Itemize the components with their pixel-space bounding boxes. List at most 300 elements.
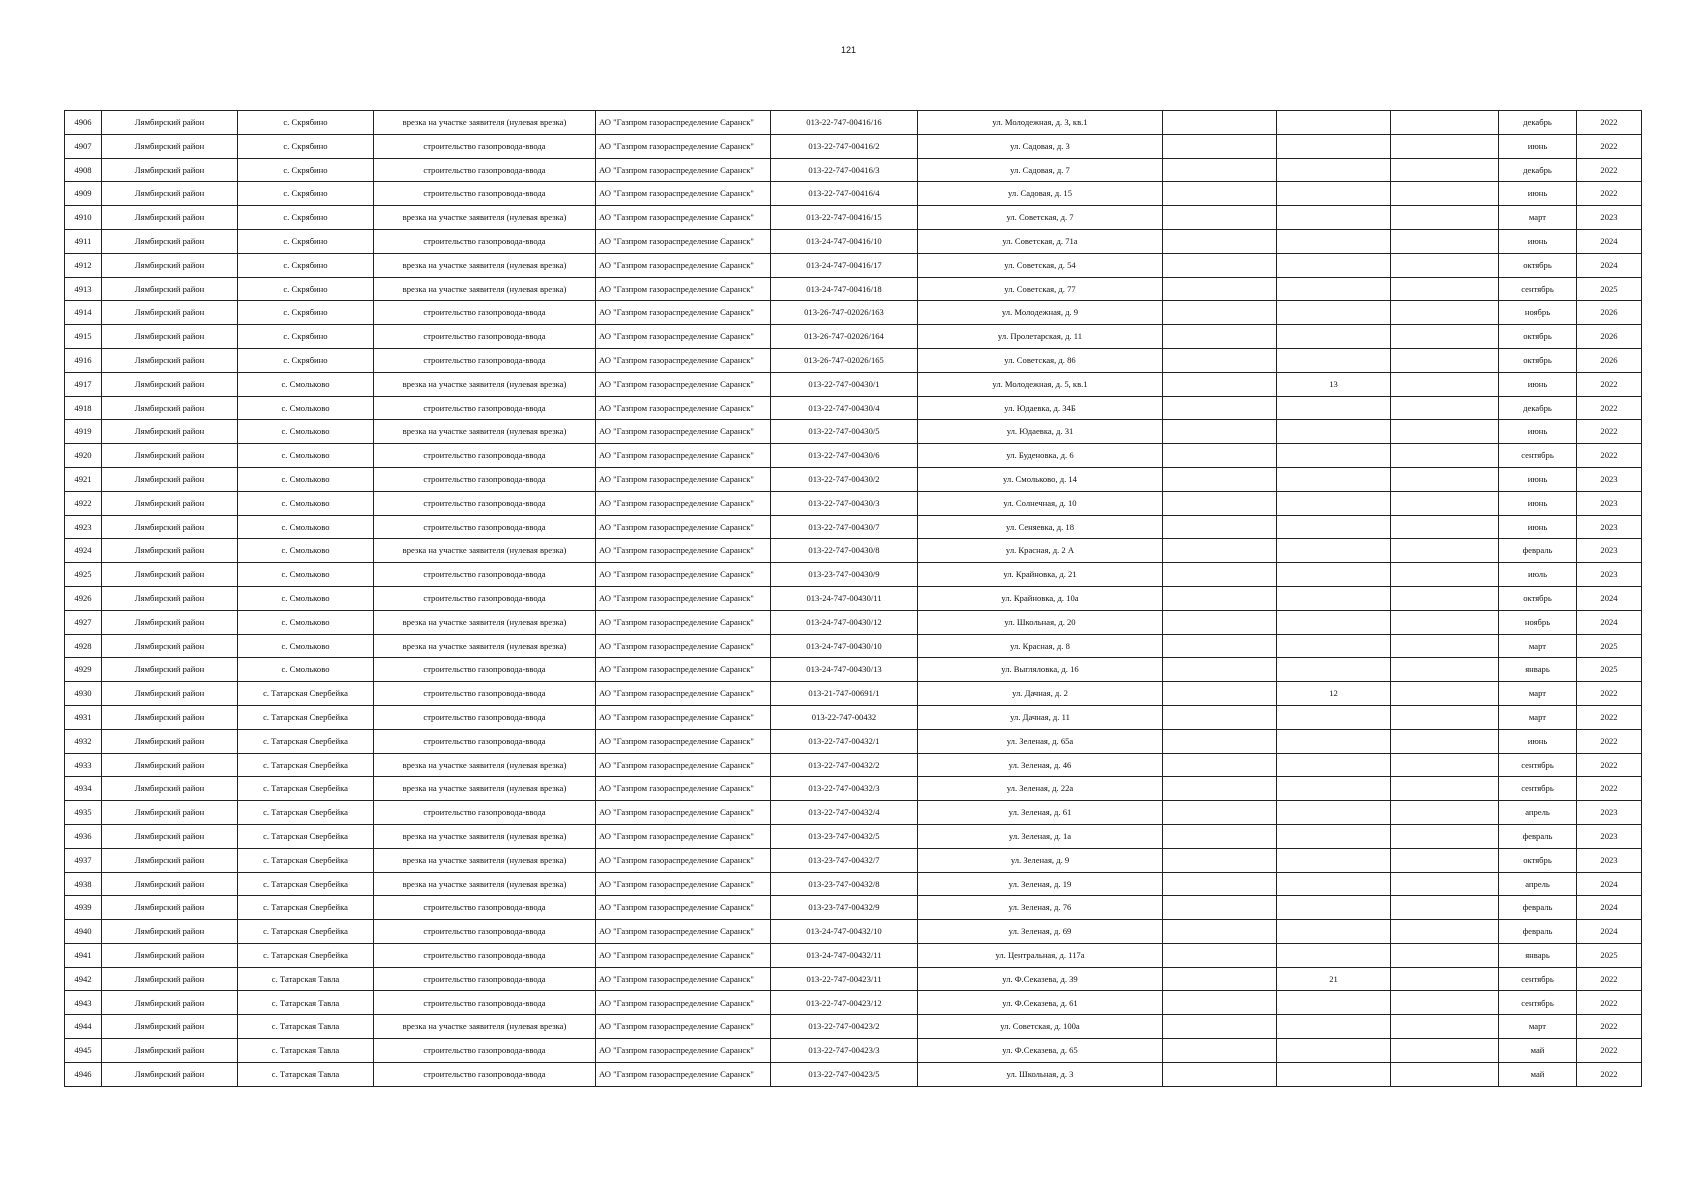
count-cell	[1277, 1015, 1391, 1039]
table-row	[65, 277, 1642, 301]
empty-col-1-cell	[1163, 444, 1277, 468]
row-number-cell: 4935	[65, 801, 102, 825]
contract-number-cell: 013-22-747-00430/8	[771, 539, 918, 563]
district-cell: Лямбирский район	[102, 967, 238, 991]
organization-cell: АО "Газпром газораспределение Саранск"	[596, 1015, 771, 1039]
year-cell: 2022	[1577, 753, 1642, 777]
address-cell: ул. Школьная, д. 3	[918, 1062, 1163, 1086]
empty-col-1-cell	[1163, 467, 1277, 491]
year-cell: 2023	[1577, 848, 1642, 872]
settlement-cell: с. Татарская Тавла	[238, 1062, 374, 1086]
empty-col-1-cell	[1163, 705, 1277, 729]
empty-col-1-cell	[1163, 420, 1277, 444]
row-number-cell: 4940	[65, 920, 102, 944]
organization-cell: АО "Газпром газораспределение Саранск"	[596, 372, 771, 396]
count-cell	[1277, 705, 1391, 729]
row-number-cell: 4906	[65, 111, 102, 135]
row-number-cell: 4915	[65, 325, 102, 349]
empty-col-1-cell	[1163, 896, 1277, 920]
district-cell: Лямбирский район	[102, 539, 238, 563]
work-type-cell: врезка на участке заявителя (нулевая врезка)	[374, 539, 596, 563]
month-cell: июнь	[1499, 134, 1577, 158]
organization-cell: АО "Газпром газораспределение Саранск"	[596, 1039, 771, 1063]
row-number-cell: 4939	[65, 896, 102, 920]
empty-col-1-cell	[1163, 158, 1277, 182]
organization-cell: АО "Газпром газораспределение Саранск"	[596, 610, 771, 634]
contract-number-cell: 013-22-747-00432/3	[771, 777, 918, 801]
page-number: 121	[840, 45, 857, 55]
work-type-cell: врезка на участке заявителя (нулевая врезка)	[374, 634, 596, 658]
organization-cell: АО "Газпром газораспределение Саранск"	[596, 467, 771, 491]
district-cell: Лямбирский район	[102, 1062, 238, 1086]
year-cell: 2025	[1577, 277, 1642, 301]
year-cell: 2023	[1577, 515, 1642, 539]
empty-col-1-cell	[1163, 372, 1277, 396]
table-row	[65, 325, 1642, 349]
table-row	[65, 1015, 1642, 1039]
organization-cell: АО "Газпром газораспределение Саранск"	[596, 682, 771, 706]
month-cell: апрель	[1499, 872, 1577, 896]
year-cell: 2025	[1577, 658, 1642, 682]
empty-col-2-cell	[1391, 206, 1499, 230]
contract-number-cell: 013-23-747-00432/8	[771, 872, 918, 896]
contract-number-cell: 013-24-747-00430/13	[771, 658, 918, 682]
empty-col-2-cell	[1391, 920, 1499, 944]
organization-cell: АО "Газпром газораспределение Саранск"	[596, 253, 771, 277]
empty-col-1-cell	[1163, 229, 1277, 253]
work-type-cell: строительство газопровода-ввода	[374, 229, 596, 253]
year-cell: 2023	[1577, 801, 1642, 825]
address-cell: ул. Дачная, д. 11	[918, 705, 1163, 729]
empty-col-1-cell	[1163, 991, 1277, 1015]
contract-number-cell: 013-22-747-00423/3	[771, 1039, 918, 1063]
empty-col-1-cell	[1163, 682, 1277, 706]
settlement-cell: с. Скрябино	[238, 206, 374, 230]
contract-number-cell: 013-22-747-00430/6	[771, 444, 918, 468]
district-cell: Лямбирский район	[102, 563, 238, 587]
organization-cell: АО "Газпром газораспределение Саранск"	[596, 872, 771, 896]
settlement-cell: с. Смольково	[238, 658, 374, 682]
organization-cell: АО "Газпром газораспределение Саранск"	[596, 896, 771, 920]
empty-col-1-cell	[1163, 967, 1277, 991]
empty-col-2-cell	[1391, 896, 1499, 920]
address-cell: ул. Сеняевка, д. 18	[918, 515, 1163, 539]
settlement-cell: с. Смольково	[238, 610, 374, 634]
table-row	[65, 610, 1642, 634]
empty-col-2-cell	[1391, 682, 1499, 706]
contract-number-cell: 013-22-747-00430/2	[771, 467, 918, 491]
count-cell	[1277, 777, 1391, 801]
settlement-cell: с. Татарская Свербейка	[238, 943, 374, 967]
count-cell	[1277, 991, 1391, 1015]
table-row	[65, 991, 1642, 1015]
address-cell: ул. Дачная, д. 2	[918, 682, 1163, 706]
contract-number-cell: 013-26-747-02026/164	[771, 325, 918, 349]
row-number-cell: 4913	[65, 277, 102, 301]
organization-cell: АО "Газпром газораспределение Саранск"	[596, 1062, 771, 1086]
contract-number-cell: 013-22-747-00430/4	[771, 396, 918, 420]
district-cell: Лямбирский район	[102, 801, 238, 825]
month-cell: июнь	[1499, 467, 1577, 491]
registry-table	[64, 110, 1642, 1087]
row-number-cell: 4945	[65, 1039, 102, 1063]
row-number-cell: 4918	[65, 396, 102, 420]
count-cell	[1277, 134, 1391, 158]
organization-cell: АО "Газпром газораспределение Саранск"	[596, 801, 771, 825]
empty-col-2-cell	[1391, 848, 1499, 872]
organization-cell: АО "Газпром газораспределение Саранск"	[596, 848, 771, 872]
year-cell: 2022	[1577, 420, 1642, 444]
row-number-cell: 4938	[65, 872, 102, 896]
address-cell: ул. Зеленая, д. 65а	[918, 729, 1163, 753]
organization-cell: АО "Газпром газораспределение Саранск"	[596, 515, 771, 539]
work-type-cell: строительство газопровода-ввода	[374, 563, 596, 587]
contract-number-cell: 013-22-747-00416/3	[771, 158, 918, 182]
contract-number-cell: 013-24-747-00432/10	[771, 920, 918, 944]
month-cell: ноябрь	[1499, 301, 1577, 325]
contract-number-cell: 013-23-747-00432/9	[771, 896, 918, 920]
year-cell: 2023	[1577, 539, 1642, 563]
month-cell: январь	[1499, 943, 1577, 967]
settlement-cell: с. Скрябино	[238, 182, 374, 206]
work-type-cell: строительство газопровода-ввода	[374, 158, 596, 182]
row-number-cell: 4931	[65, 705, 102, 729]
empty-col-2-cell	[1391, 753, 1499, 777]
empty-col-1-cell	[1163, 824, 1277, 848]
month-cell: март	[1499, 705, 1577, 729]
row-number-cell: 4942	[65, 967, 102, 991]
table-row	[65, 301, 1642, 325]
table-row	[65, 515, 1642, 539]
district-cell: Лямбирский район	[102, 610, 238, 634]
address-cell: ул. Садовая, д. 3	[918, 134, 1163, 158]
work-type-cell: строительство газопровода-ввода	[374, 896, 596, 920]
empty-col-2-cell	[1391, 515, 1499, 539]
work-type-cell: врезка на участке заявителя (нулевая врезка)	[374, 111, 596, 135]
row-number-cell: 4943	[65, 991, 102, 1015]
contract-number-cell: 013-23-747-00430/9	[771, 563, 918, 587]
address-cell: ул. Ф.Секазева, д. 65	[918, 1039, 1163, 1063]
month-cell: октябрь	[1499, 253, 1577, 277]
work-type-cell: строительство газопровода-ввода	[374, 682, 596, 706]
work-type-cell: строительство газопровода-ввода	[374, 301, 596, 325]
settlement-cell: с. Скрябино	[238, 229, 374, 253]
settlement-cell: с. Скрябино	[238, 348, 374, 372]
month-cell: октябрь	[1499, 348, 1577, 372]
month-cell: октябрь	[1499, 848, 1577, 872]
table-row	[65, 158, 1642, 182]
address-cell: ул. Красная, д. 2 А	[918, 539, 1163, 563]
month-cell: март	[1499, 206, 1577, 230]
organization-cell: АО "Газпром газораспределение Саранск"	[596, 943, 771, 967]
organization-cell: АО "Газпром газораспределение Саранск"	[596, 991, 771, 1015]
address-cell: ул. Зеленая, д. 1а	[918, 824, 1163, 848]
empty-col-2-cell	[1391, 301, 1499, 325]
contract-number-cell: 013-22-747-00430/1	[771, 372, 918, 396]
month-cell: октябрь	[1499, 586, 1577, 610]
organization-cell: АО "Газпром газораспределение Саранск"	[596, 206, 771, 230]
settlement-cell: с. Смольково	[238, 539, 374, 563]
empty-col-2-cell	[1391, 777, 1499, 801]
table-row	[65, 396, 1642, 420]
year-cell: 2026	[1577, 325, 1642, 349]
count-cell	[1277, 467, 1391, 491]
row-number-cell: 4930	[65, 682, 102, 706]
empty-col-1-cell	[1163, 277, 1277, 301]
empty-col-2-cell	[1391, 348, 1499, 372]
address-cell: ул. Советская, д. 7	[918, 206, 1163, 230]
count-cell	[1277, 586, 1391, 610]
empty-col-1-cell	[1163, 634, 1277, 658]
month-cell: сентябрь	[1499, 753, 1577, 777]
district-cell: Лямбирский район	[102, 420, 238, 444]
address-cell: ул. Школьная, д. 20	[918, 610, 1163, 634]
settlement-cell: с. Смольково	[238, 467, 374, 491]
count-cell	[1277, 872, 1391, 896]
settlement-cell: с. Татарская Свербейка	[238, 848, 374, 872]
address-cell: ул. Крайновка, д. 10а	[918, 586, 1163, 610]
work-type-cell: строительство газопровода-ввода	[374, 491, 596, 515]
address-cell: ул. Советская, д. 86	[918, 348, 1163, 372]
work-type-cell: строительство газопровода-ввода	[374, 467, 596, 491]
count-cell	[1277, 563, 1391, 587]
contract-number-cell: 013-22-747-00430/5	[771, 420, 918, 444]
empty-col-2-cell	[1391, 872, 1499, 896]
contract-number-cell: 013-24-747-00416/17	[771, 253, 918, 277]
empty-col-2-cell	[1391, 1062, 1499, 1086]
work-type-cell: врезка на участке заявителя (нулевая врезка)	[374, 777, 596, 801]
empty-col-2-cell	[1391, 158, 1499, 182]
empty-col-2-cell	[1391, 1015, 1499, 1039]
count-cell: 13	[1277, 372, 1391, 396]
row-number-cell: 4933	[65, 753, 102, 777]
month-cell: февраль	[1499, 896, 1577, 920]
organization-cell: АО "Газпром газораспределение Саранск"	[596, 348, 771, 372]
organization-cell: АО "Газпром газораспределение Саранск"	[596, 158, 771, 182]
year-cell: 2022	[1577, 777, 1642, 801]
settlement-cell: с. Татарская Свербейка	[238, 824, 374, 848]
month-cell: декабрь	[1499, 111, 1577, 135]
month-cell: июнь	[1499, 515, 1577, 539]
table-row	[65, 896, 1642, 920]
table-row	[65, 705, 1642, 729]
table-row	[65, 634, 1642, 658]
district-cell: Лямбирский район	[102, 325, 238, 349]
row-number-cell: 4911	[65, 229, 102, 253]
empty-col-1-cell	[1163, 658, 1277, 682]
district-cell: Лямбирский район	[102, 872, 238, 896]
empty-col-1-cell	[1163, 777, 1277, 801]
empty-col-1-cell	[1163, 1015, 1277, 1039]
month-cell: сентябрь	[1499, 967, 1577, 991]
settlement-cell: с. Татарская Свербейка	[238, 801, 374, 825]
organization-cell: АО "Газпром газораспределение Саранск"	[596, 301, 771, 325]
empty-col-1-cell	[1163, 848, 1277, 872]
table-row	[65, 253, 1642, 277]
organization-cell: АО "Газпром газораспределение Саранск"	[596, 824, 771, 848]
address-cell: ул. Буденовка, д. 6	[918, 444, 1163, 468]
organization-cell: АО "Газпром газораспределение Саранск"	[596, 325, 771, 349]
empty-col-1-cell	[1163, 134, 1277, 158]
row-number-cell: 4922	[65, 491, 102, 515]
empty-col-2-cell	[1391, 467, 1499, 491]
table-row	[65, 872, 1642, 896]
settlement-cell: с. Татарская Свербейка	[238, 920, 374, 944]
settlement-cell: с. Смольково	[238, 444, 374, 468]
work-type-cell: строительство газопровода-ввода	[374, 134, 596, 158]
address-cell: ул. Зеленая, д. 69	[918, 920, 1163, 944]
count-cell	[1277, 348, 1391, 372]
table-row	[65, 682, 1642, 706]
year-cell: 2026	[1577, 348, 1642, 372]
year-cell: 2022	[1577, 729, 1642, 753]
table-row	[65, 420, 1642, 444]
row-number-cell: 4917	[65, 372, 102, 396]
address-cell: ул. Красная, д. 8	[918, 634, 1163, 658]
organization-cell: АО "Газпром газораспределение Саранск"	[596, 729, 771, 753]
table-row	[65, 848, 1642, 872]
address-cell: ул. Юдаевка, д. 34Б	[918, 396, 1163, 420]
work-type-cell: строительство газопровода-ввода	[374, 1062, 596, 1086]
contract-number-cell: 013-24-747-00430/12	[771, 610, 918, 634]
contract-number-cell: 013-22-747-00423/11	[771, 967, 918, 991]
settlement-cell: с. Татарская Тавла	[238, 967, 374, 991]
contract-number-cell: 013-24-747-00432/11	[771, 943, 918, 967]
table-row	[65, 967, 1642, 991]
empty-col-1-cell	[1163, 920, 1277, 944]
month-cell: сентябрь	[1499, 777, 1577, 801]
settlement-cell: с. Смольково	[238, 420, 374, 444]
count-cell	[1277, 801, 1391, 825]
month-cell: июнь	[1499, 372, 1577, 396]
work-type-cell: врезка на участке заявителя (нулевая врезка)	[374, 753, 596, 777]
address-cell: ул. Солнечная, д. 10	[918, 491, 1163, 515]
row-number-cell: 4925	[65, 563, 102, 587]
month-cell: март	[1499, 682, 1577, 706]
table-row	[65, 729, 1642, 753]
table-row	[65, 920, 1642, 944]
settlement-cell: с. Татарская Свербейка	[238, 705, 374, 729]
empty-col-2-cell	[1391, 586, 1499, 610]
empty-col-2-cell	[1391, 610, 1499, 634]
empty-col-1-cell	[1163, 610, 1277, 634]
address-cell: ул. Юдаевка, д. 31	[918, 420, 1163, 444]
contract-number-cell: 013-22-747-00432/2	[771, 753, 918, 777]
month-cell: февраль	[1499, 920, 1577, 944]
empty-col-2-cell	[1391, 420, 1499, 444]
empty-col-2-cell	[1391, 229, 1499, 253]
count-cell	[1277, 182, 1391, 206]
organization-cell: АО "Газпром газораспределение Саранск"	[596, 967, 771, 991]
empty-col-2-cell	[1391, 253, 1499, 277]
empty-col-2-cell	[1391, 991, 1499, 1015]
table-row	[65, 563, 1642, 587]
count-cell: 12	[1277, 682, 1391, 706]
district-cell: Лямбирский район	[102, 658, 238, 682]
district-cell: Лямбирский район	[102, 491, 238, 515]
empty-col-2-cell	[1391, 372, 1499, 396]
district-cell: Лямбирский район	[102, 896, 238, 920]
empty-col-1-cell	[1163, 515, 1277, 539]
month-cell: сентябрь	[1499, 444, 1577, 468]
contract-number-cell: 013-24-747-00416/10	[771, 229, 918, 253]
settlement-cell: с. Смольково	[238, 634, 374, 658]
empty-col-1-cell	[1163, 111, 1277, 135]
address-cell: ул. Советская, д. 77	[918, 277, 1163, 301]
contract-number-cell: 013-24-747-00416/18	[771, 277, 918, 301]
organization-cell: АО "Газпром газораспределение Саранск"	[596, 229, 771, 253]
address-cell: ул. Зеленая, д. 46	[918, 753, 1163, 777]
settlement-cell: с. Скрябино	[238, 325, 374, 349]
settlement-cell: с. Татарская Тавла	[238, 1015, 374, 1039]
row-number-cell: 4919	[65, 420, 102, 444]
empty-col-2-cell	[1391, 539, 1499, 563]
address-cell: ул. Смольково, д. 14	[918, 467, 1163, 491]
address-cell: ул. Зеленая, д. 61	[918, 801, 1163, 825]
address-cell: ул. Зеленая, д. 22а	[918, 777, 1163, 801]
district-cell: Лямбирский район	[102, 467, 238, 491]
table-row	[65, 539, 1642, 563]
count-cell: 21	[1277, 967, 1391, 991]
year-cell: 2022	[1577, 967, 1642, 991]
district-cell: Лямбирский район	[102, 848, 238, 872]
count-cell	[1277, 491, 1391, 515]
empty-col-1-cell	[1163, 491, 1277, 515]
district-cell: Лямбирский район	[102, 372, 238, 396]
year-cell: 2022	[1577, 705, 1642, 729]
row-number-cell: 4936	[65, 824, 102, 848]
district-cell: Лямбирский район	[102, 634, 238, 658]
month-cell: июнь	[1499, 729, 1577, 753]
year-cell: 2022	[1577, 111, 1642, 135]
district-cell: Лямбирский район	[102, 943, 238, 967]
empty-col-2-cell	[1391, 111, 1499, 135]
month-cell: май	[1499, 1039, 1577, 1063]
count-cell	[1277, 444, 1391, 468]
year-cell: 2023	[1577, 491, 1642, 515]
year-cell: 2024	[1577, 229, 1642, 253]
count-cell	[1277, 610, 1391, 634]
empty-col-2-cell	[1391, 277, 1499, 301]
district-cell: Лямбирский район	[102, 396, 238, 420]
row-number-cell: 4924	[65, 539, 102, 563]
table-row	[65, 467, 1642, 491]
year-cell: 2023	[1577, 467, 1642, 491]
address-cell: ул. Выгляловка, д. 16	[918, 658, 1163, 682]
address-cell: ул. Советская, д. 54	[918, 253, 1163, 277]
empty-col-1-cell	[1163, 396, 1277, 420]
district-cell: Лямбирский район	[102, 824, 238, 848]
empty-col-1-cell	[1163, 872, 1277, 896]
work-type-cell: строительство газопровода-ввода	[374, 991, 596, 1015]
row-number-cell: 4941	[65, 943, 102, 967]
count-cell	[1277, 277, 1391, 301]
month-cell: декабрь	[1499, 396, 1577, 420]
row-number-cell: 4914	[65, 301, 102, 325]
month-cell: февраль	[1499, 539, 1577, 563]
address-cell: ул. Советская, д. 100а	[918, 1015, 1163, 1039]
contract-number-cell: 013-22-747-00416/16	[771, 111, 918, 135]
organization-cell: АО "Газпром газораспределение Саранск"	[596, 777, 771, 801]
settlement-cell: с. Татарская Свербейка	[238, 896, 374, 920]
organization-cell: АО "Газпром газораспределение Саранск"	[596, 658, 771, 682]
year-cell: 2023	[1577, 206, 1642, 230]
settlement-cell: с. Смольково	[238, 563, 374, 587]
settlement-cell: с. Скрябино	[238, 253, 374, 277]
count-cell	[1277, 920, 1391, 944]
organization-cell: АО "Газпром газораспределение Саранск"	[596, 134, 771, 158]
work-type-cell: врезка на участке заявителя (нулевая врезка)	[374, 872, 596, 896]
